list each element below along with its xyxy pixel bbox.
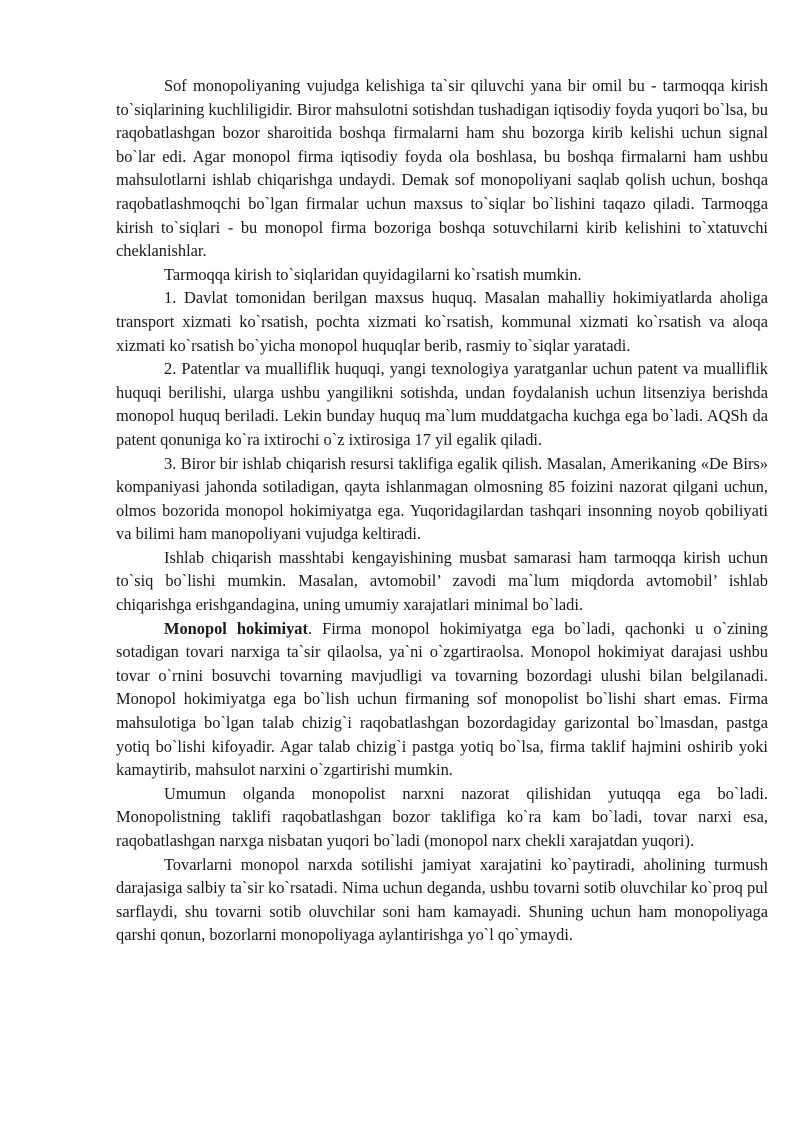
paragraph-entry-barriers-intro: Sof monopoliyaning vujudga kelishiga ta`sir qiluvchi yana bir omil bu - tarmoqqa kirish to`siqlarining kuchliligidir. Biror mahsulotni sotishdan tushadigan iqtisodiy foyda yuqori bo`lsa, bu raqobatlashgan bozor sharoitida boshqa firmalarni ham shu bozorga kirib kelishi uchun signal bo`lar edi. Agar monopol firma iqtisodiy foyda ola boshlasa, bu boshqa firmalarni ham ushbu mahsulotlarni ishlab chiqarishga undaydi. Demak sof monopoliyani saqlab qolish uchun, boshqa raqobatlashmoqchi bo`lgan firmalar uchun maxsus to`siqlar bo`lishini taqazo qiladi. Tarmoqga kirish to`siqlari - bu monopol firma bozoriga boshqa sotuvchilarni kirib kelishini to`xtatuvchi cheklanishlar. — [116, 76, 768, 261]
paragraph-social-costs: Tovarlarni monopol narxda sotilishi jamiyat xarajatini ko`paytiradi, aholining turmush darajasiga salbiy ta`sir ko`rsatadi. Nima uchun deganda, ushbu tovarni sotib oluvchilar ko`proq pul sarflaydi, shu tovarni sotib oluvchilar soni ham kamayadi. Shuning uchun ham monopoliyaga qarshi qonun, bozorlarni monopoliyaga aylantirishga yo`l qo`ymaydi. — [116, 854, 768, 945]
document-page — [116, 74, 768, 947]
paragraph-economies-of-scale: Ishlab chiqarish masshtabi kengayishining musbat samarasi ham tarmoqqa kirish uchun to`siq bo`lishi mumkin. Masalan, avtomobil’ zavodi ma`lum miqdorda avtomobil’ ishlab chiqarishga erishgandagina, uning umumiy xarajatlari minimal bo`ladi. — [116, 547, 768, 615]
paragraph-barrier-state-rights: 1. Davlat tomonidan berilgan maxsus huquq. Masalan mahalliy hokimiyatlarda aholiga transport xizmati ko`rsatish, pochta xizmati ko`rsatish, kommunal xizmati ko`rsatish va aloqa xizmati ko`rsatish bo`yicha monopol huquqlar berib, rasmiy to`siqlar yaratadi. — [116, 288, 768, 355]
paragraph-monopoly-power — [116, 617, 768, 782]
paragraph-barrier-patents: 2. Patentlar va mualliflik huquqi, yangi texnologiya yaratganlar uchun patent va mualliflik huquqi berilishi, ularga ushbu yangilikni sotishda, undan foydalanish uchun litsenziya berishda monopol huquq beriladi. Lekin bunday huquq ma`lum muddatgacha kuchga ega bo`ladi. AQSh da patent qonuniga ko`ra ixtirochi o`z ixtirosiga 17 yil egalik qiladi. — [116, 359, 768, 449]
paragraph-monopolist-price-control: Umumun olganda monopolist narxni nazorat qilishidan yutuqqa ega bo`ladi. Monopolistning taklifi raqobatlashgan bozor taklifiga ko`ra kam bo`ladi, tovar narxi esa, raqobatlashgan narxga nisbatan yuqori bo`ladi (monopol narx chekli xarajatdan yuqori). — [116, 783, 768, 850]
term-monopoly-power: Monopol hokimiyat — [164, 618, 308, 638]
paragraph-barrier-resource-ownership: 3. Biror bir ishlab chiqarish resursi taklifiga egalik qilish. Masalan, Amerikaning «De Birs» kompaniyasi jahonda sotiladigan, qayta ishlanmagan olmosning 85 foizini nazorat qilgani uchun, olmos bozorida monopol hokimiyatga ega. Yuqoridagilardan tashqari insonning noyob qobiliyati va bilimi ham manopoliyani vujudga keltiradi. — [116, 453, 768, 544]
paragraph-barriers-list-intro: Tarmoqqa kirish to`siqlaridan quyidagilarni ko`rsatish mumkin. — [164, 264, 582, 284]
paragraph-monopoly-power-body: . Firma monopol hokimiyatga ega bo`ladi, qachonki u o`zining sotadigan tovari narxiga ta`sir qilaolsa, ya`ni o`zgartiraolsa. Monopol hokimiyat darajasi ushbu tovar o`rnini bosuvchi tovarning mavjudligi va tovarning bozordagi ulushi bilan belgilanadi. Monopol hokimiyatga ega bo`lish uchun firmaning sof monopolist bo`lishi shart emas. Firma mahsulotiga bo`lgan talab chizig`i raqobatlashgan bozordagiday garizontal bo`lmasdan, pastga yotiq bo`lishi kifoyadir. Agar talab chizig`i pastga yotiq bo`lsa, firma taklif hajmini oshirib yoki kamaytirib, mahsulot narxini o`zgartirishi mumkin. — [116, 618, 768, 780]
